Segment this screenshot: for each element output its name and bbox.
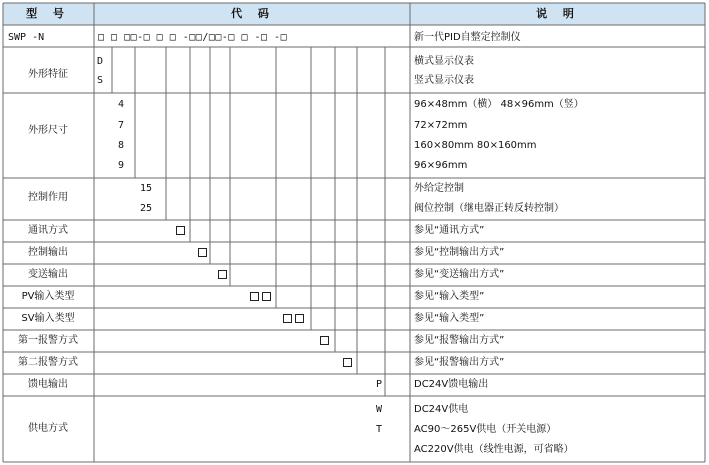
power-code-t: T: [376, 424, 383, 435]
size-code-9: 9: [118, 160, 125, 171]
row-label-trans-out: 变送输出: [28, 269, 68, 280]
code-box-pv: [250, 291, 271, 303]
control-desc-1: 外给定控制: [414, 183, 464, 194]
row-label-feed: 馈电输出: [28, 379, 68, 390]
power-desc-2: AC90～265V供电（开关电源）: [414, 424, 557, 435]
code-s: S: [97, 75, 104, 86]
desc-trans-out: 参见“变送输出方式”: [414, 269, 505, 280]
row-label-comm: 通讯方式: [28, 225, 68, 236]
row-label-power: 供电方式: [28, 423, 68, 434]
size-code-8: 8: [118, 140, 125, 151]
feed-code-p: P: [376, 379, 383, 390]
row-label-alarm1: 第一报警方式: [18, 335, 78, 346]
header-code: 代 码: [231, 7, 275, 20]
code-box-trans-out: [218, 269, 227, 281]
desc-horizontal: 横式显示仪表: [414, 56, 474, 67]
desc-ctrl-out: 参见“控制输出方式”: [414, 247, 505, 258]
model-prefix: SWP -N: [8, 32, 45, 43]
control-desc-2: 阀位控制（继电器正转反转控制）: [414, 203, 564, 214]
code-box-ctrl-out: [198, 247, 207, 259]
code-box: [198, 248, 207, 257]
row-label-pv-type: PV输入类型: [21, 291, 75, 302]
row-label-alarm2: 第二报警方式: [18, 357, 78, 368]
size-desc-3: 160×80mm 80×160mm: [414, 140, 537, 151]
row-label-control: 控制作用: [28, 192, 68, 203]
code-box: [295, 314, 304, 323]
header-description: 说 明: [536, 7, 580, 20]
desc-vertical: 竖式显示仪表: [414, 75, 474, 86]
desc-alarm1: 参见“报警输出方式”: [414, 335, 505, 346]
control-code-25: 25: [140, 203, 153, 214]
header-background: [3, 3, 705, 25]
control-code-15: 15: [140, 183, 153, 194]
desc-comm: 参见“通讯方式”: [414, 225, 485, 236]
size-desc-4: 96×96mm: [414, 160, 468, 171]
code-box: [343, 358, 352, 367]
desc-alarm2: 参见“报警输出方式”: [414, 357, 505, 368]
row-label-ctrl-out: 控制输出: [28, 247, 68, 258]
code-d: D: [97, 56, 104, 67]
code-box: [176, 226, 185, 235]
code-box: [283, 314, 292, 323]
power-code-w: W: [376, 404, 383, 415]
code-box: [250, 292, 259, 301]
code-box: [262, 292, 271, 301]
power-desc-3: AC220V供电（线性电源，可省略）: [414, 444, 574, 455]
desc-feed: DC24V馈电输出: [414, 379, 489, 390]
desc-pv-type: 参见“输入类型”: [414, 291, 485, 302]
power-desc-1: DC24V供电: [414, 404, 469, 415]
code-box-alarm1: [320, 335, 329, 347]
size-code-4: 4: [118, 99, 125, 110]
row-label-sv-type: SV输入类型: [21, 313, 75, 324]
size-desc-2: 72×72mm: [414, 120, 468, 131]
code-box: [218, 270, 227, 279]
code-box-alarm2: [343, 357, 352, 369]
header-model: 型 号: [26, 7, 70, 20]
size-code-7: 7: [118, 120, 125, 131]
desc-sv-type: 参见“输入类型”: [414, 313, 485, 324]
product-description: 新一代PID自整定控制仪: [414, 32, 521, 43]
size-desc-1: 96×48mm（横） 48×96mm（竖）: [414, 99, 584, 110]
code-box: [320, 336, 329, 345]
model-code-pattern: □ □ □□-□ □ □ -□□/□□-□ □ -□ -□: [98, 32, 288, 43]
row-label-shape: 外形特征: [28, 69, 68, 80]
row-label-size: 外形尺寸: [28, 125, 68, 136]
code-box-comm: [176, 225, 185, 237]
code-box-sv: [283, 313, 304, 325]
